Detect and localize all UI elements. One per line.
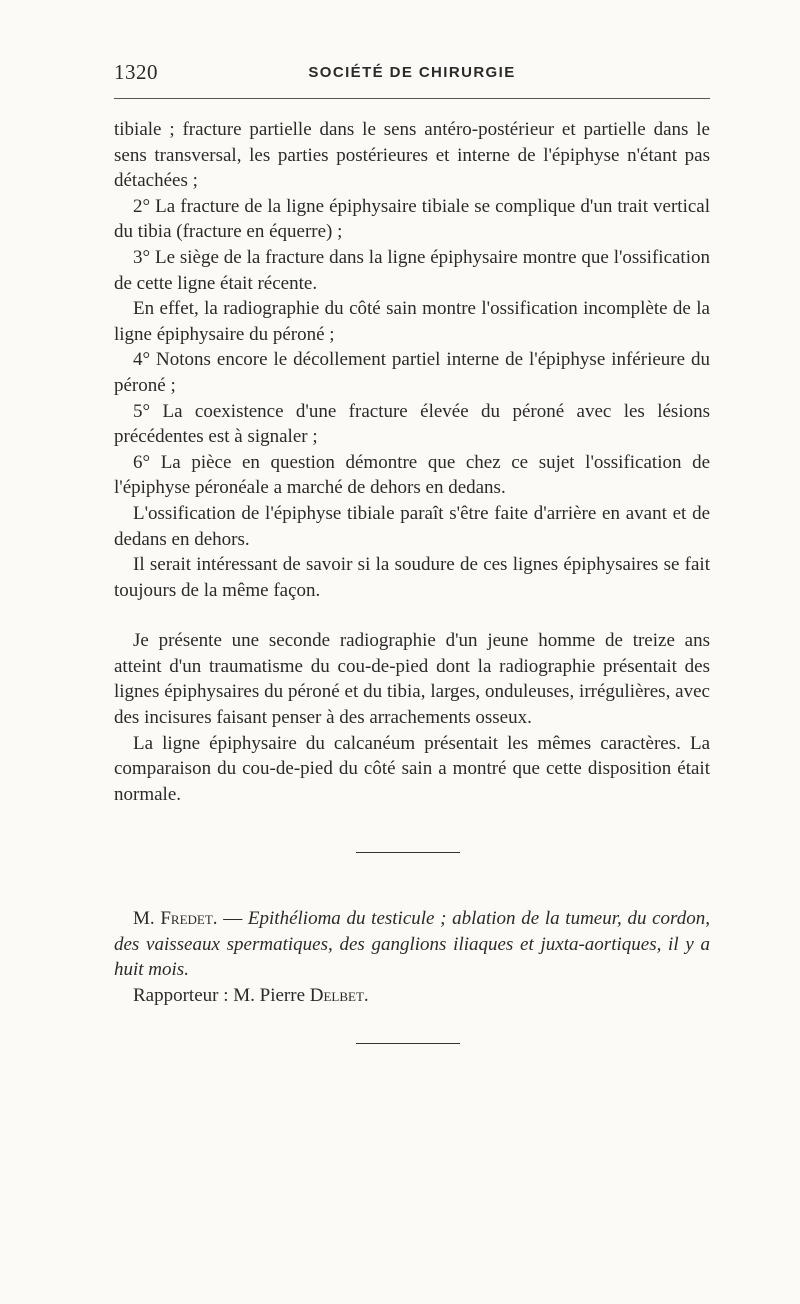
report-title: Epithélioma du testicule ; ablation de la tumeur, du cordon, des vaisseaux spermatiques, des ganglions iliaques et juxta-aortiques, il y a huit mois.: [114, 908, 711, 981]
author-name: Fredet: [160, 908, 213, 929]
paragraph: tibiale ; fracture partielle dans le sens antéro-postérieur et partielle dans le sens transversal, les parties postérieures et interne de l'épiphyse n'étant pas détachées ;: [114, 119, 710, 192]
paragraph: Il serait intéressant de savoir si la soudure de ces lignes épiphysaires se fait toujours de la même façon.: [114, 554, 710, 601]
author-prefix: M.: [133, 908, 161, 929]
paragraph: En effet, la radiographie du côté sain montre l'ossification incomplète de la ligne épiphysaire du péroné ;: [114, 298, 710, 345]
paragraph: 3° Le siège de la fracture dans la ligne épiphysaire montre que l'ossification de cette ligne était récente.: [114, 246, 710, 294]
paragraph: 4° Notons encore le décollement partiel interne de l'épiphyse inférieure du péroné ;: [114, 349, 710, 396]
rapporteur-name: Delbet: [309, 984, 364, 1006]
report-entry: [114, 906, 710, 1008]
page-header: [114, 56, 710, 92]
rapporteur-line: [114, 983, 710, 1009]
report-heading: [114, 906, 710, 983]
header-rule: [114, 98, 710, 99]
paragraph: La ligne épiphysaire du calcanéum présentait les mêmes caractères. La comparaison du cou-de-pied du côté sain a montré que cette disposition était normale.: [114, 732, 710, 805]
paragraph: 6° La pièce en question démontre que chez ce sujet l'ossification de l'épiphyse péronéale a marché de dehors en dedans.: [114, 451, 710, 499]
body-text: [114, 117, 710, 807]
paragraph: L'ossification de l'épiphyse tibiale paraît s'être faite d'arrière en avant et de dedans en dehors.: [114, 502, 710, 550]
rapporteur-label: Rapporteur : M. Pierre: [133, 984, 310, 1006]
author-dash: . —: [212, 908, 248, 929]
rapporteur-suffix: .: [363, 984, 369, 1006]
paragraph: 2° La fracture de la ligne épiphysaire tibiale se complique d'un trait vertical du tibia (fracture en équerre) ;: [114, 195, 710, 243]
paragraph: 5° La coexistence d'une fracture élevée du péroné avec les lésions précédentes est à signaler ;: [114, 400, 710, 448]
running-title: SOCIÉTÉ DE CHIRURGIE: [308, 64, 516, 81]
section-separator: [356, 1043, 460, 1044]
section-separator: [356, 852, 460, 853]
paragraph: Je présente une seconde radiographie d'un jeune homme de treize ans atteint d'un traumatisme du cou-de-pied dont la radiographie présentait des lignes épiphysaires du péroné et du tibia, larges, onduleuses, irrégulières, avec des incisures faisant penser à des arrachements osseux.: [114, 630, 710, 729]
page-number: 1320: [114, 60, 158, 84]
